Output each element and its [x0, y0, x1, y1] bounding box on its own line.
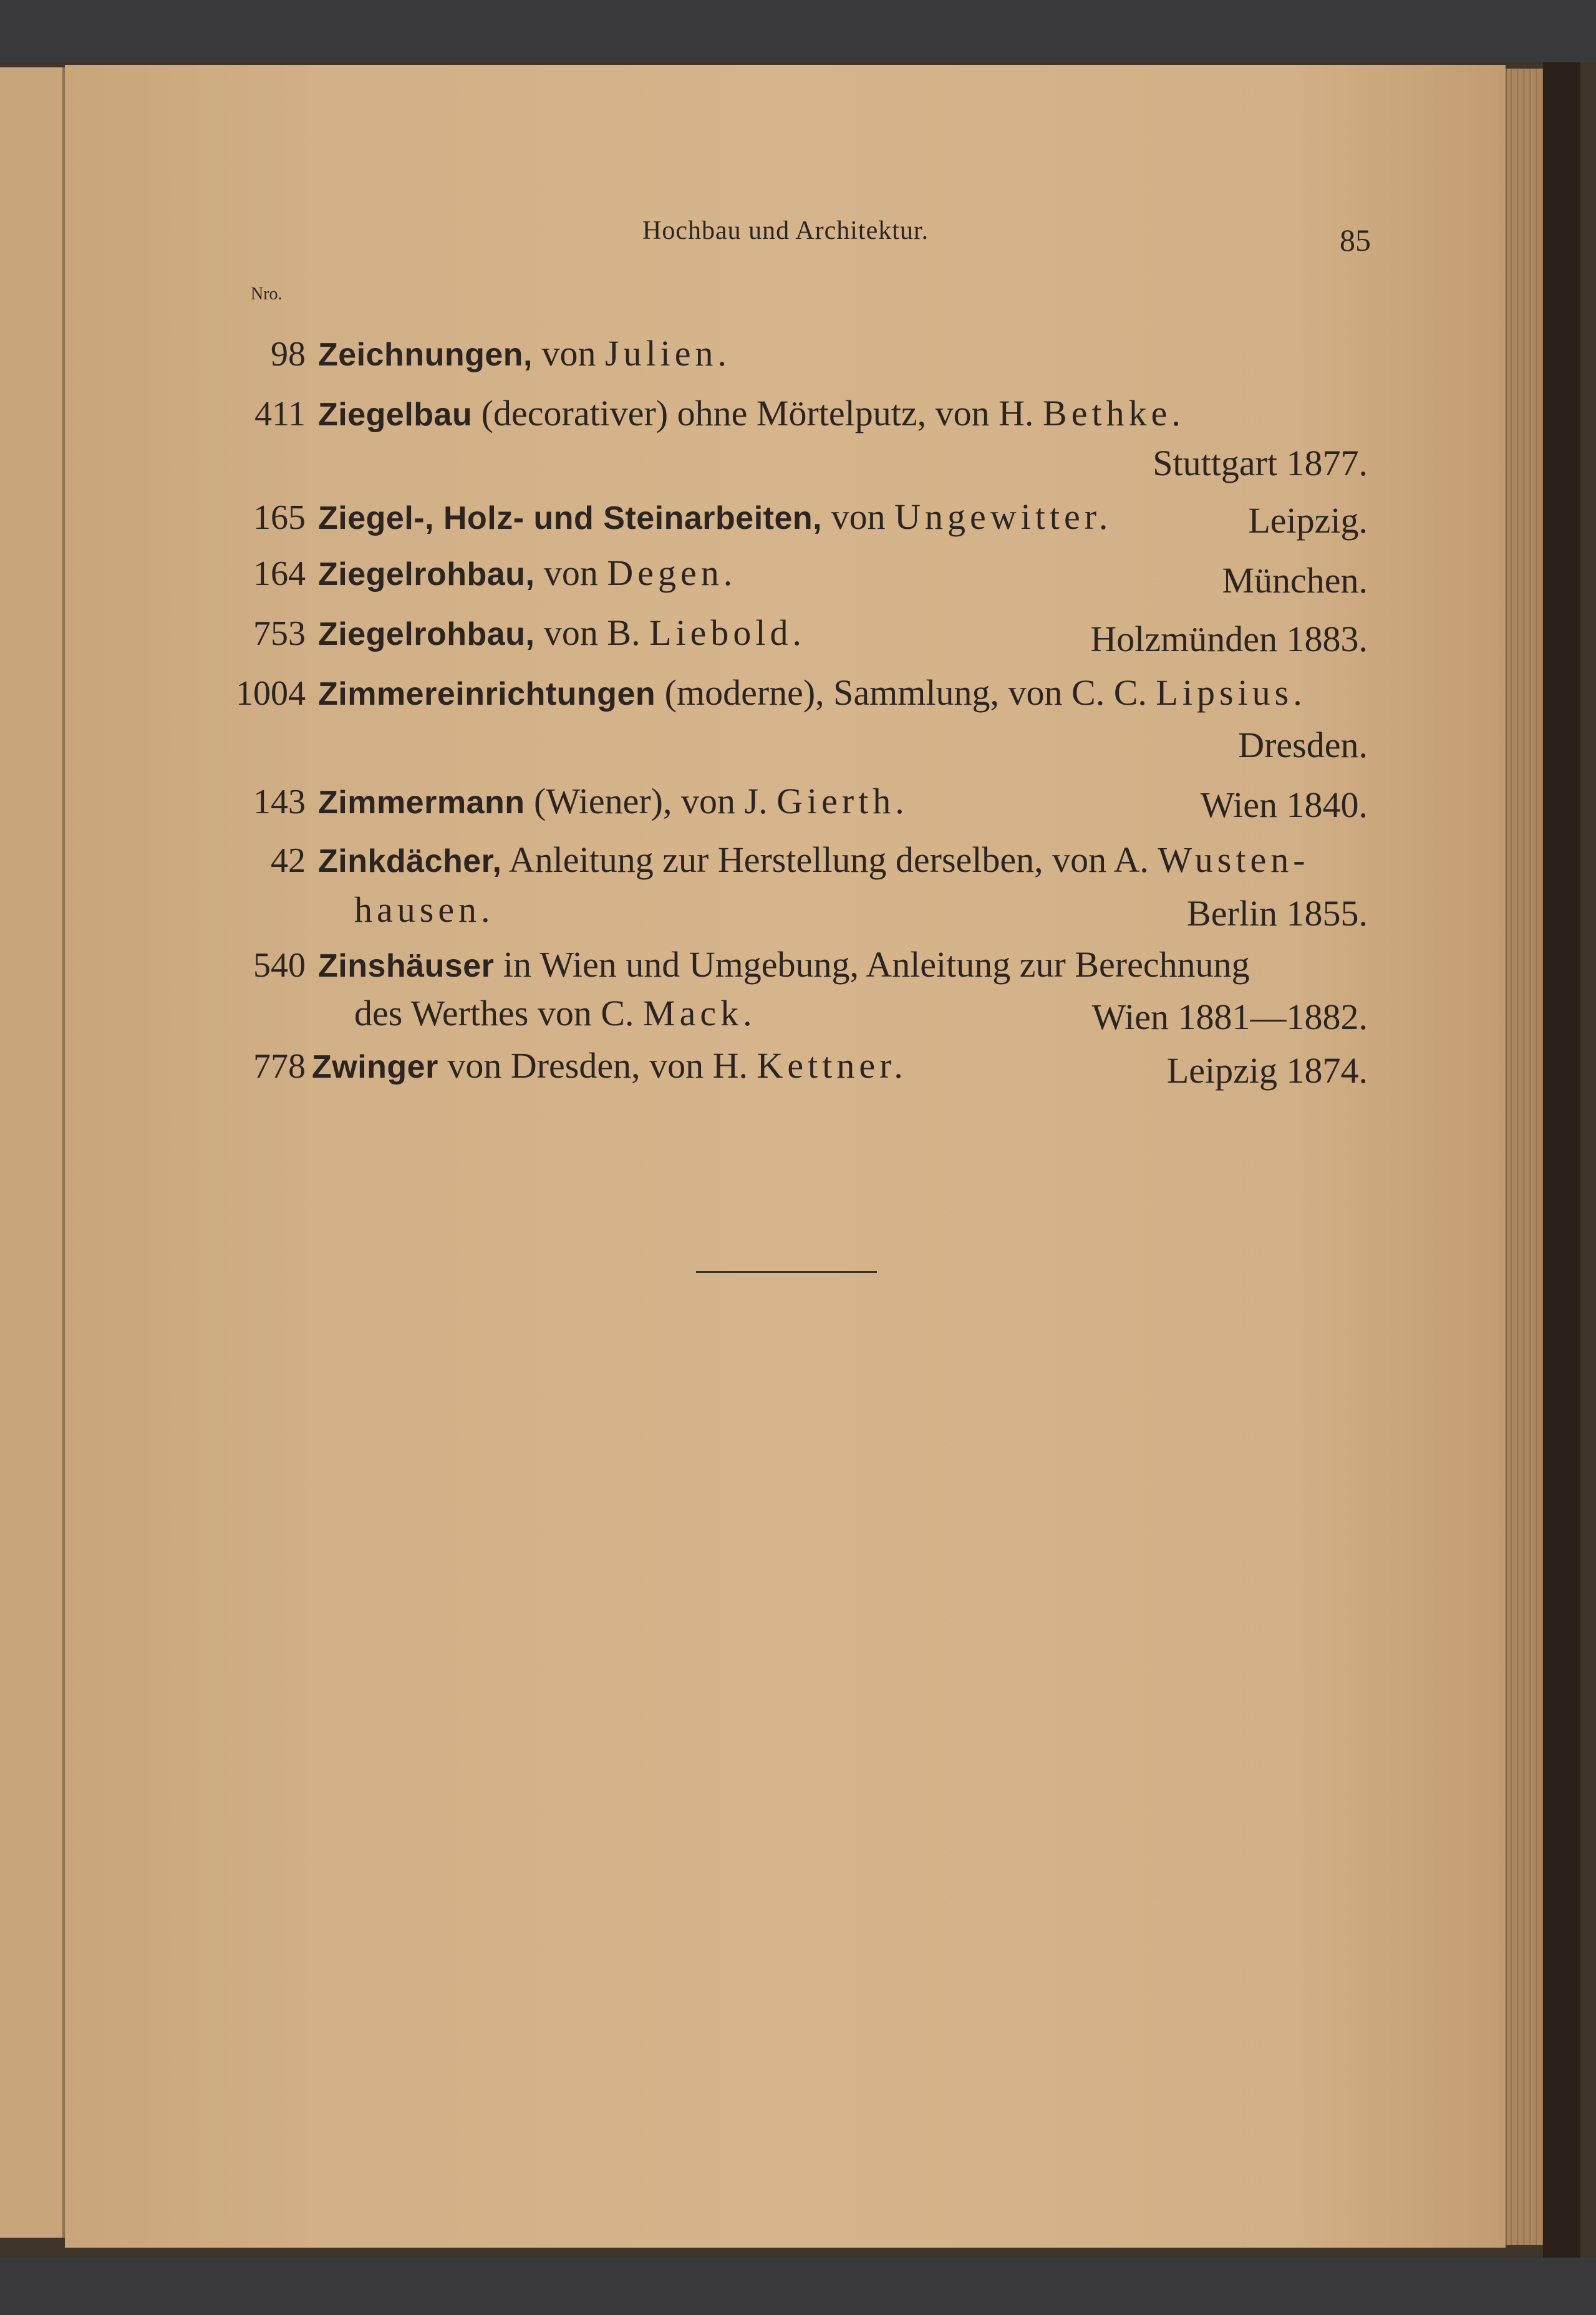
book-binding: [1543, 62, 1580, 2258]
entry-place: Berlin 1855.: [1187, 893, 1368, 934]
entry-author: Bethke.: [1043, 393, 1185, 433]
entry-number: 753: [253, 614, 306, 653]
entry-author: Ungewitter.: [894, 496, 1113, 537]
entry-number: 778: [253, 1047, 306, 1086]
page-number: 85: [1340, 223, 1371, 258]
running-head: Hochbau und Architektur.: [642, 216, 929, 245]
entry-number: 1004: [236, 674, 306, 713]
entry-title: Ziegelrohbau,: [318, 556, 535, 592]
entry-author: Kettner.: [757, 1045, 907, 1086]
entry-author: Degen.: [607, 553, 737, 593]
entry-title: Ziegelrohbau,: [318, 616, 535, 652]
entry-author: Julien.: [605, 333, 732, 374]
entry-title: Zwinger: [312, 1049, 438, 1085]
entry-text: von: [533, 333, 605, 374]
entry-title: Zinshäuser: [318, 948, 495, 984]
entry-text: des Werthes von C.: [354, 993, 644, 1033]
entry-continuation: [354, 995, 757, 1032]
end-rule: [696, 1271, 877, 1273]
entry-place: München.: [1222, 560, 1368, 601]
entry-number: 42: [271, 841, 306, 880]
entry-text: (moderne), Sammlung, von C. C.: [655, 672, 1156, 713]
entry-number: 143: [253, 783, 306, 821]
entry-author: hausen.: [354, 889, 495, 930]
entry-text: von B.: [534, 612, 650, 653]
entry-text: in Wien und Umgebung, Anleitung zur Berechnung: [494, 944, 1250, 985]
entry-place: Leipzig.: [1248, 500, 1368, 541]
entry-author: Lipsius.: [1156, 672, 1307, 713]
entry-title: Ziegel-, Holz- und Steinarbeiten,: [318, 500, 823, 536]
entry-title: Zimmermann: [318, 785, 525, 821]
entry-continuation: [354, 889, 495, 930]
entry-title: Zeichnungen,: [318, 337, 533, 373]
previous-page-edge: [0, 67, 65, 2238]
entry-number: 165: [253, 498, 306, 537]
entry-text: (decorativer) ohne Mörtelputz, von H.: [472, 393, 1043, 433]
entry-number: 540: [253, 946, 306, 985]
entry-place: Wien 1881—1882.: [1091, 997, 1368, 1037]
entry-author: Liebold.: [649, 612, 806, 653]
entry-place: Holzmünden 1883.: [1090, 619, 1368, 659]
entry-number: 164: [253, 554, 306, 593]
column-label: Nro.: [251, 284, 283, 304]
entry-title: Zinkdächer,: [318, 843, 502, 879]
entry-title: Zimmereinrichtungen: [318, 676, 656, 712]
entry-text: (Wiener), von J.: [525, 781, 777, 821]
entry-place: Stuttgart 1877.: [1153, 443, 1368, 483]
entry-author: Gierth.: [776, 781, 909, 821]
book-page: [65, 65, 1506, 2248]
entry-author: Wusten-: [1158, 839, 1310, 880]
entry-text: von: [822, 496, 895, 537]
entry-text: Anleitung zur Herstellung derselben, von A.: [501, 839, 1158, 880]
entry-text: von Dresden, von H.: [438, 1045, 757, 1086]
entry-place: Leipzig 1874.: [1166, 1050, 1368, 1091]
page-stack-edges: [1506, 69, 1544, 2245]
entry-title: Ziegelbau: [318, 397, 473, 433]
entry-author: Mack.: [643, 993, 757, 1033]
entry-text: von: [534, 553, 607, 593]
entry-place: Dresden.: [1238, 725, 1368, 765]
entry-number: 411: [254, 395, 306, 433]
entry-place: Wien 1840.: [1200, 785, 1368, 825]
entry-number: 98: [271, 335, 306, 374]
